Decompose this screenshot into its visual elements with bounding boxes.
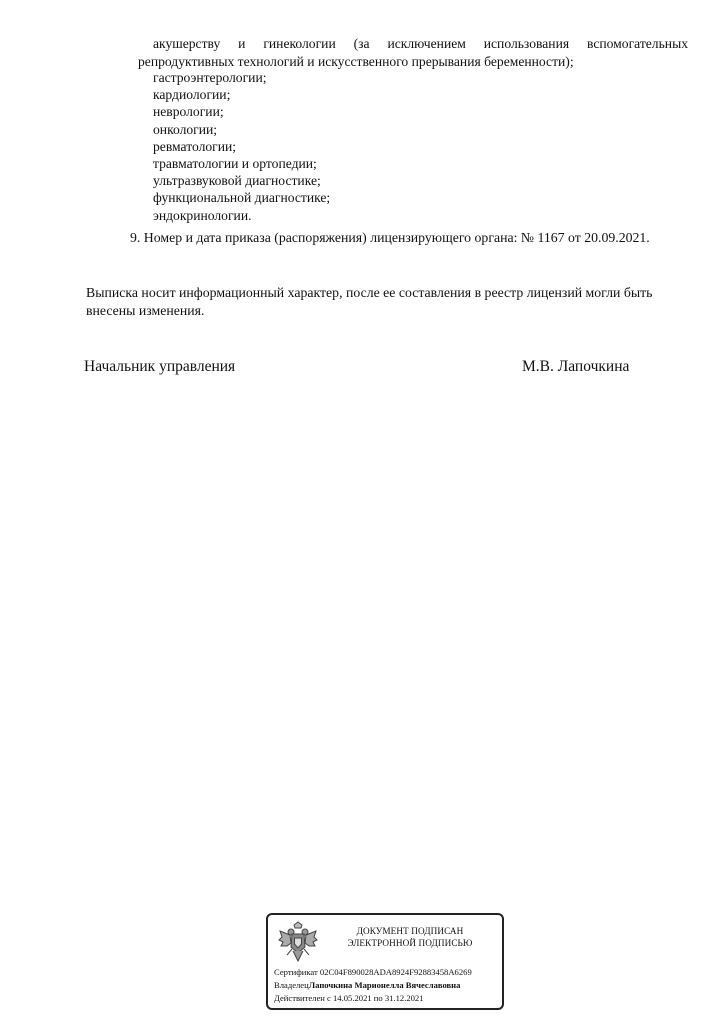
signatory-name: М.В. Лапочкина	[522, 358, 630, 375]
owner-value: Лапочкина Марионелла Вячеславовна	[308, 980, 461, 990]
certificate-value: 02C04F890028ADA8924F92883458A6269	[319, 967, 472, 977]
validity-row: Действителен с 14.05.2021 по 31.12.2021	[274, 993, 424, 1003]
list-item: ультразвуковой диагностике;	[153, 173, 321, 189]
list-item: неврологии;	[153, 104, 224, 120]
list-item: ревматологии;	[153, 138, 237, 154]
list-item: эндокринологии.	[153, 207, 252, 223]
certificate-label: Сертификат	[274, 967, 318, 977]
certificate-row	[274, 967, 472, 978]
signatory-title: Начальник управления	[84, 358, 236, 375]
stamp-heading-line-1: ДОКУМЕНТ ПОДПИСАН	[356, 926, 464, 936]
list-item: гастроэнтерологии;	[153, 70, 267, 85]
list-item: травматологии и ортопедии;	[153, 156, 317, 172]
continuation-line-1: акушерству и гинекологии (за исключением использования вспомогательных	[153, 36, 688, 51]
specialties-list	[153, 69, 330, 224]
list-item: кардиологии;	[153, 87, 231, 103]
list-item: функциональной диагностике;	[153, 190, 331, 206]
disclaimer-note: Выписка носит информационный характер, после ее составления в реестр лицензий могли быть внесены изменения.	[86, 285, 653, 318]
continuation-line-2: репродуктивных технологий и искусственного прерывания беременности);	[138, 54, 574, 69]
coat-of-arms-emblem-icon	[278, 921, 318, 965]
electronic-signature-stamp	[266, 913, 504, 1010]
stamp-heading-line-2: ЭЛЕКТРОННОЙ ПОДПИСЬЮ	[347, 938, 473, 948]
list-item: онкологии;	[153, 121, 218, 137]
owner-label: Владелец	[274, 980, 309, 990]
stamp-heading	[330, 925, 490, 949]
owner-row	[274, 980, 460, 991]
order-number-item: 9. Номер и дата приказа (распоряжения) лицензирующего органа: № 1167 от 20.09.2021.	[130, 230, 650, 245]
